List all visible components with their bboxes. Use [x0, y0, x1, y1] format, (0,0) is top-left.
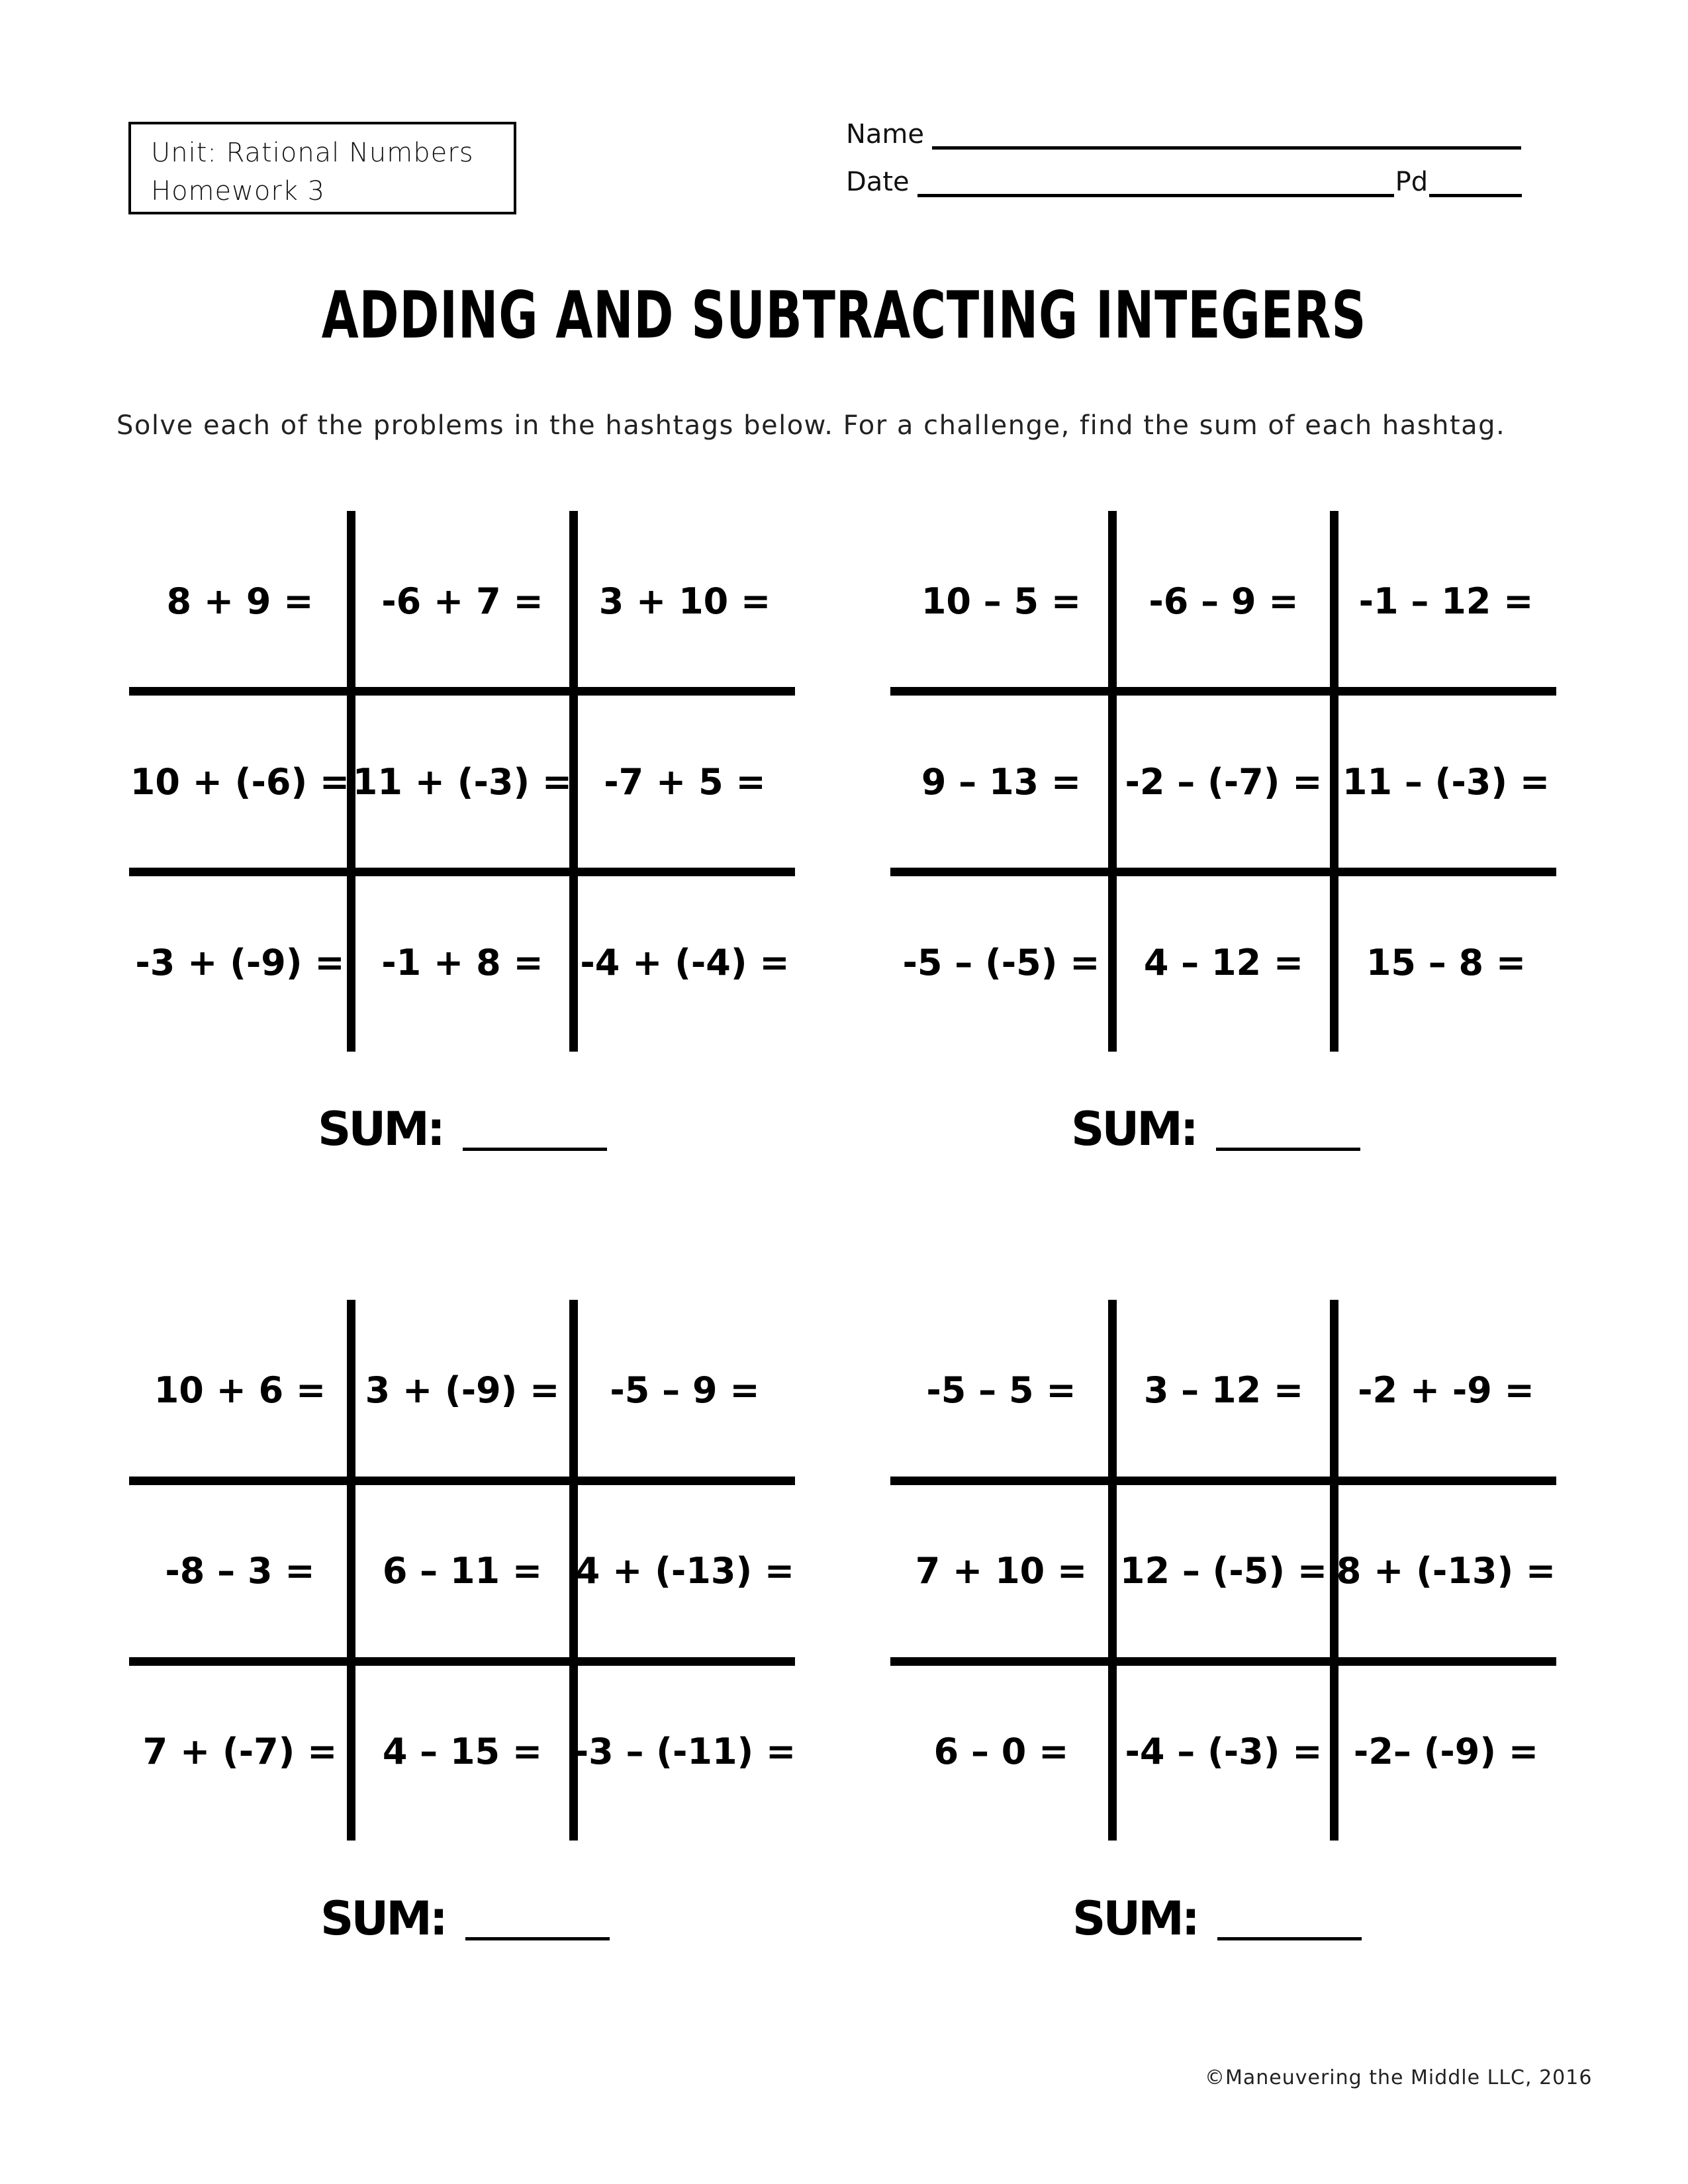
hashtag-grid-1 — [129, 511, 795, 1052]
period-blank-line[interactable] — [1429, 167, 1522, 197]
sum-answer-line[interactable] — [1216, 1148, 1360, 1151]
problem-cell: -1 – 12 = — [1358, 580, 1534, 622]
problem-cell: 8 + 9 = — [166, 580, 314, 622]
sum-field-2 — [1071, 1102, 1360, 1156]
problem-cell: -3 – (-11) = — [573, 1731, 796, 1772]
problem-cell: 7 + 10 = — [915, 1550, 1088, 1592]
problem-cell: 9 – 13 = — [921, 761, 1082, 803]
problem-cell: 8 + (-13) = — [1336, 1550, 1556, 1592]
problem-cell: 10 – 5 = — [921, 580, 1082, 622]
copyright-footer: ©Maneuvering the Middle LLC, 2016 — [1205, 2066, 1593, 2089]
problem-cell: -6 – 9 = — [1149, 580, 1299, 622]
problem-cell: 3 + 10 = — [598, 580, 771, 622]
problem-cell: -5 – (-5) = — [902, 942, 1100, 983]
sum-field-3 — [320, 1891, 610, 1946]
problem-cell: 4 + (-13) = — [575, 1550, 795, 1592]
sum-label: SUM: — [318, 1102, 443, 1156]
hashtag-grid-2 — [890, 511, 1556, 1052]
problem-cell: -6 + 7 = — [381, 580, 543, 622]
name-label: Name — [846, 119, 925, 150]
problem-cell: 7 + (-7) = — [142, 1731, 338, 1772]
problem-cell: 3 – 12 = — [1143, 1369, 1304, 1411]
sum-answer-line[interactable] — [1217, 1937, 1362, 1940]
sum-label: SUM: — [1071, 1102, 1196, 1156]
problem-cell: -2 + -9 = — [1358, 1369, 1534, 1411]
sum-field-4 — [1072, 1891, 1362, 1946]
problem-cell: -5 – 9 = — [610, 1369, 760, 1411]
problem-cell: 15 – 8 = — [1366, 942, 1526, 983]
problem-cell: 10 + 6 = — [154, 1369, 326, 1411]
sum-field-1 — [318, 1102, 607, 1156]
sum-label: SUM: — [1072, 1891, 1197, 1946]
hashtag-grid-4 — [890, 1300, 1556, 1841]
name-blank-line[interactable] — [932, 120, 1521, 150]
sum-answer-line[interactable] — [465, 1937, 610, 1940]
problem-cell: -2– (-9) = — [1353, 1731, 1539, 1772]
problem-cell: 4 – 12 = — [1143, 942, 1304, 983]
problem-cell: -7 + 5 = — [604, 761, 766, 803]
sum-answer-line[interactable] — [463, 1148, 607, 1151]
problem-cell: 12 – (-5) = — [1119, 1550, 1328, 1592]
problem-cell: -8 – 3 = — [165, 1550, 315, 1592]
problem-cell: 6 – 0 = — [933, 1731, 1069, 1772]
date-blank-line[interactable] — [917, 167, 1394, 197]
problem-cell: 10 + (-6) = — [130, 761, 350, 803]
problem-cell: -3 + (-9) = — [135, 942, 345, 983]
page-title: ADDING AND SUBTRACTING INTEGERS — [321, 278, 1367, 353]
problem-cell: -5 – 5 = — [926, 1369, 1076, 1411]
homework-label: Homework 3 — [151, 176, 326, 206]
unit-label: Unit: Rational Numbers — [151, 138, 474, 168]
problem-cell: 4 – 15 = — [382, 1731, 543, 1772]
problem-cell: -1 + 8 = — [381, 942, 543, 983]
problem-cell: 3 + (-9) = — [365, 1369, 560, 1411]
problem-cell: -2 – (-7) = — [1125, 761, 1323, 803]
period-label: Pd — [1395, 167, 1429, 197]
sum-label: SUM: — [320, 1891, 445, 1946]
problem-cell: -4 – (-3) = — [1125, 1731, 1323, 1772]
unit-info-box — [128, 122, 516, 214]
name-field-row — [846, 119, 1521, 150]
problem-cell: 11 – (-3) = — [1342, 761, 1550, 803]
problem-cell: 11 + (-3) = — [352, 761, 573, 803]
hashtag-grid-3 — [129, 1300, 795, 1841]
instructions-text: Solve each of the problems in the hashtags below. For a challenge, find the sum of each hashtag. — [117, 410, 1506, 441]
date-label: Date — [846, 167, 910, 197]
problem-cell: -4 + (-4) = — [580, 942, 790, 983]
date-field-row — [846, 167, 1522, 197]
problem-cell: 6 – 11 = — [382, 1550, 543, 1592]
